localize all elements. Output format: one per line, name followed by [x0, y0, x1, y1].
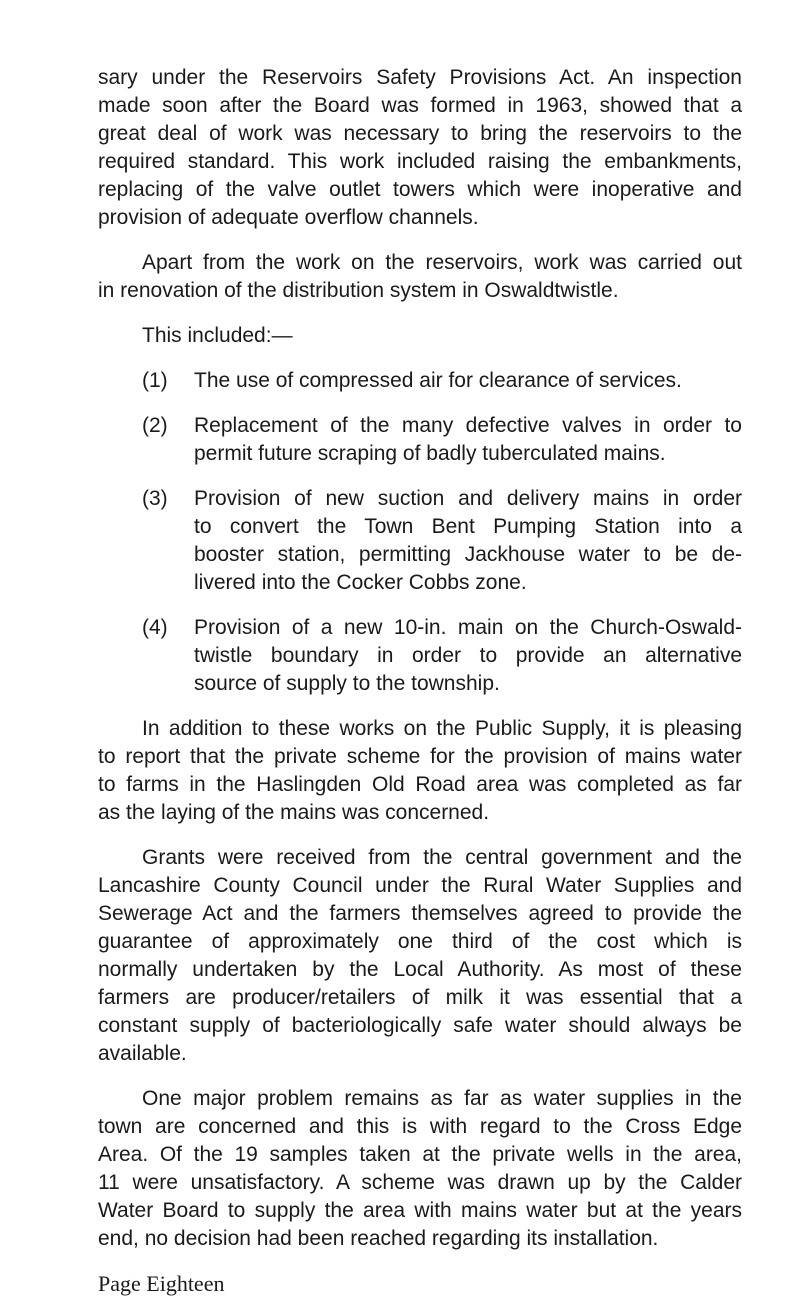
- text-line: source of supply to the township.: [194, 672, 500, 695]
- text-line: Sewerage Act and the farmers themselves agreed to provide the: [98, 902, 742, 925]
- text-line: Provision of a new 10-in. main on the Church-Oswald-: [194, 616, 742, 639]
- paragraph-distribution-system: [98, 249, 742, 305]
- text-line: One major problem remains as far as water supplies in the: [142, 1087, 742, 1110]
- list-item-4: [98, 614, 742, 698]
- text-line: town are concerned and this is with regard to the Cross Edge: [98, 1115, 742, 1138]
- text-line: required standard. This work included raising the embankments,: [98, 150, 742, 173]
- text-line: great deal of work was necessary to bring the reservoirs to the: [98, 122, 742, 145]
- text-line: in renovation of the distribution system in Oswaldtwistle.: [98, 279, 619, 302]
- text-line: farmers are producer/retailers of milk it was essential that a: [98, 986, 742, 1009]
- text-line: Grants were received from the central government and the: [142, 846, 742, 869]
- paragraph-cross-edge: [98, 1085, 742, 1253]
- page-footer: Page Eighteen: [98, 1271, 225, 1296]
- text-line: provision of adequate overflow channels.: [98, 206, 479, 229]
- text-line: Replacement of the many defective valves in order to: [194, 414, 742, 437]
- list-item-number: (2): [142, 414, 168, 437]
- text-line: end, no decision had been reached regarding its installation.: [98, 1227, 659, 1250]
- text-line: made soon after the Board was formed in 1963, showed that a: [98, 94, 742, 117]
- text-line: Provision of new suction and delivery mains in order: [194, 487, 742, 510]
- text-line: available.: [98, 1042, 187, 1065]
- list-item-2: [98, 412, 742, 468]
- text-line: to report that the private scheme for the provision of mains water: [98, 745, 742, 768]
- text-line: Water Board to supply the area with mains water but at the years: [98, 1199, 742, 1222]
- list-item-number: (1): [142, 369, 168, 392]
- text-line: In addition to these works on the Public Supply, it is pleasing: [142, 717, 742, 740]
- text-line: to convert the Town Bent Pumping Station into a: [194, 515, 742, 538]
- paragraph-grants: [98, 844, 742, 1068]
- document-page: [98, 64, 742, 1298]
- text-line: to farms in the Haslingden Old Road area was completed as far: [98, 773, 742, 796]
- list-item-3: [98, 485, 742, 597]
- text-line: Area. Of the 19 samples taken at the private wells in the area,: [98, 1143, 742, 1166]
- list-item-number: (3): [142, 487, 168, 510]
- text-line: as the laying of the mains was concerned.: [98, 801, 490, 824]
- paragraph-private-scheme: [98, 715, 742, 827]
- list-item-1: [98, 367, 742, 395]
- text-line: The use of compressed air for clearance of services.: [194, 369, 682, 392]
- text-line: replacing of the valve outlet towers which were inoperative and: [98, 178, 742, 201]
- text-line: 11 were unsatisfactory. A scheme was drawn up by the Calder: [98, 1171, 742, 1194]
- text-line: sary under the Reservoirs Safety Provisions Act. An inspection: [98, 66, 742, 89]
- text-line: constant supply of bacteriologically safe water should always be: [98, 1014, 742, 1037]
- list-item-number: (4): [142, 616, 168, 639]
- list-intro: This included:—: [142, 324, 293, 347]
- text-line: normally undertaken by the Local Authority. As most of these: [98, 958, 742, 981]
- text-line: guarantee of approximately one third of the cost which is: [98, 930, 742, 953]
- text-line: Lancashire County Council under the Rural Water Supplies and: [98, 874, 742, 897]
- text-line: Apart from the work on the reservoirs, work was carried out: [142, 251, 742, 274]
- text-line: twistle boundary in order to provide an alternative: [194, 644, 742, 667]
- text-line: booster station, permitting Jackhouse water to be de-: [194, 543, 742, 566]
- paragraph-reservoirs-act: [98, 64, 742, 232]
- text-line: permit future scraping of badly tuberculated mains.: [194, 442, 666, 465]
- text-line: livered into the Cocker Cobbs zone.: [194, 571, 527, 594]
